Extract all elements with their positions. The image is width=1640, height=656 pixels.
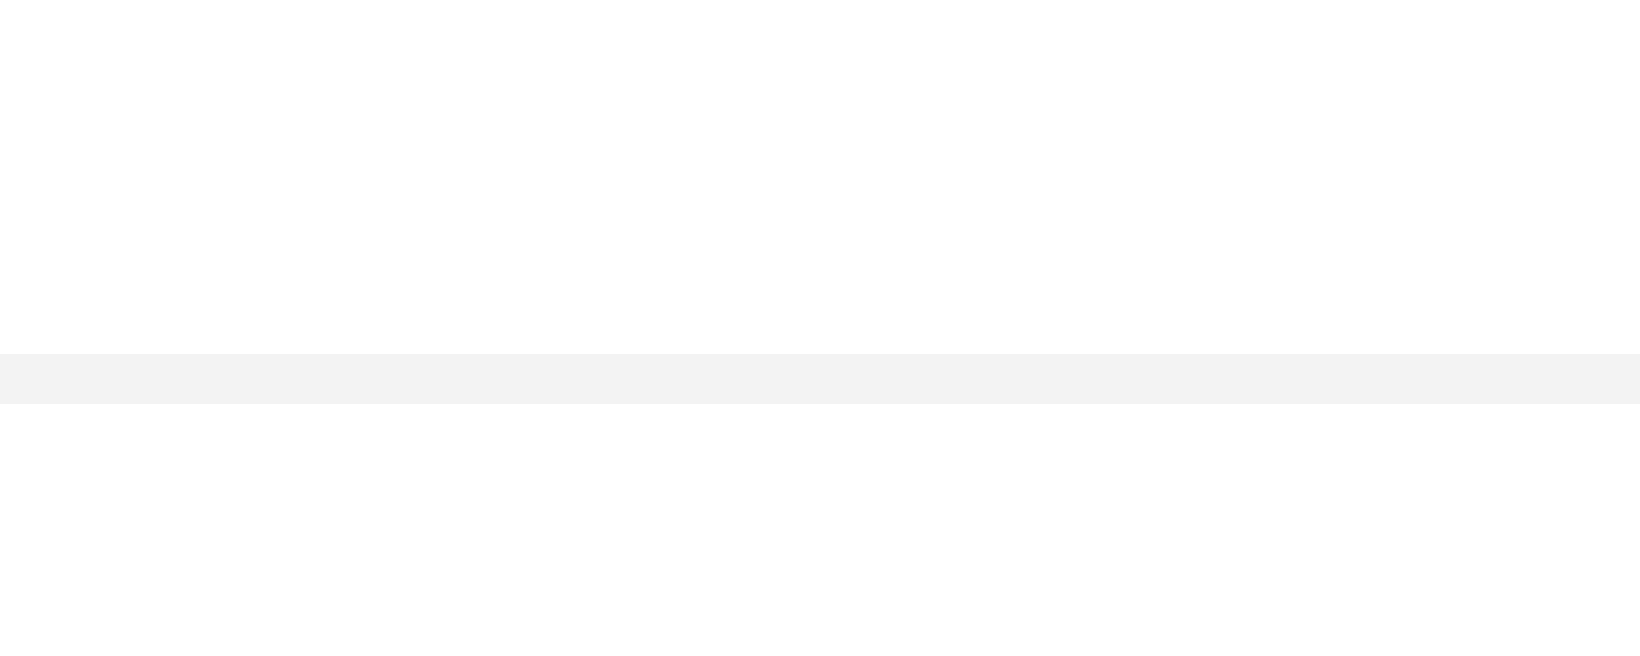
document-page-bottom: [0, 404, 1640, 656]
page-separator: [0, 354, 1640, 404]
